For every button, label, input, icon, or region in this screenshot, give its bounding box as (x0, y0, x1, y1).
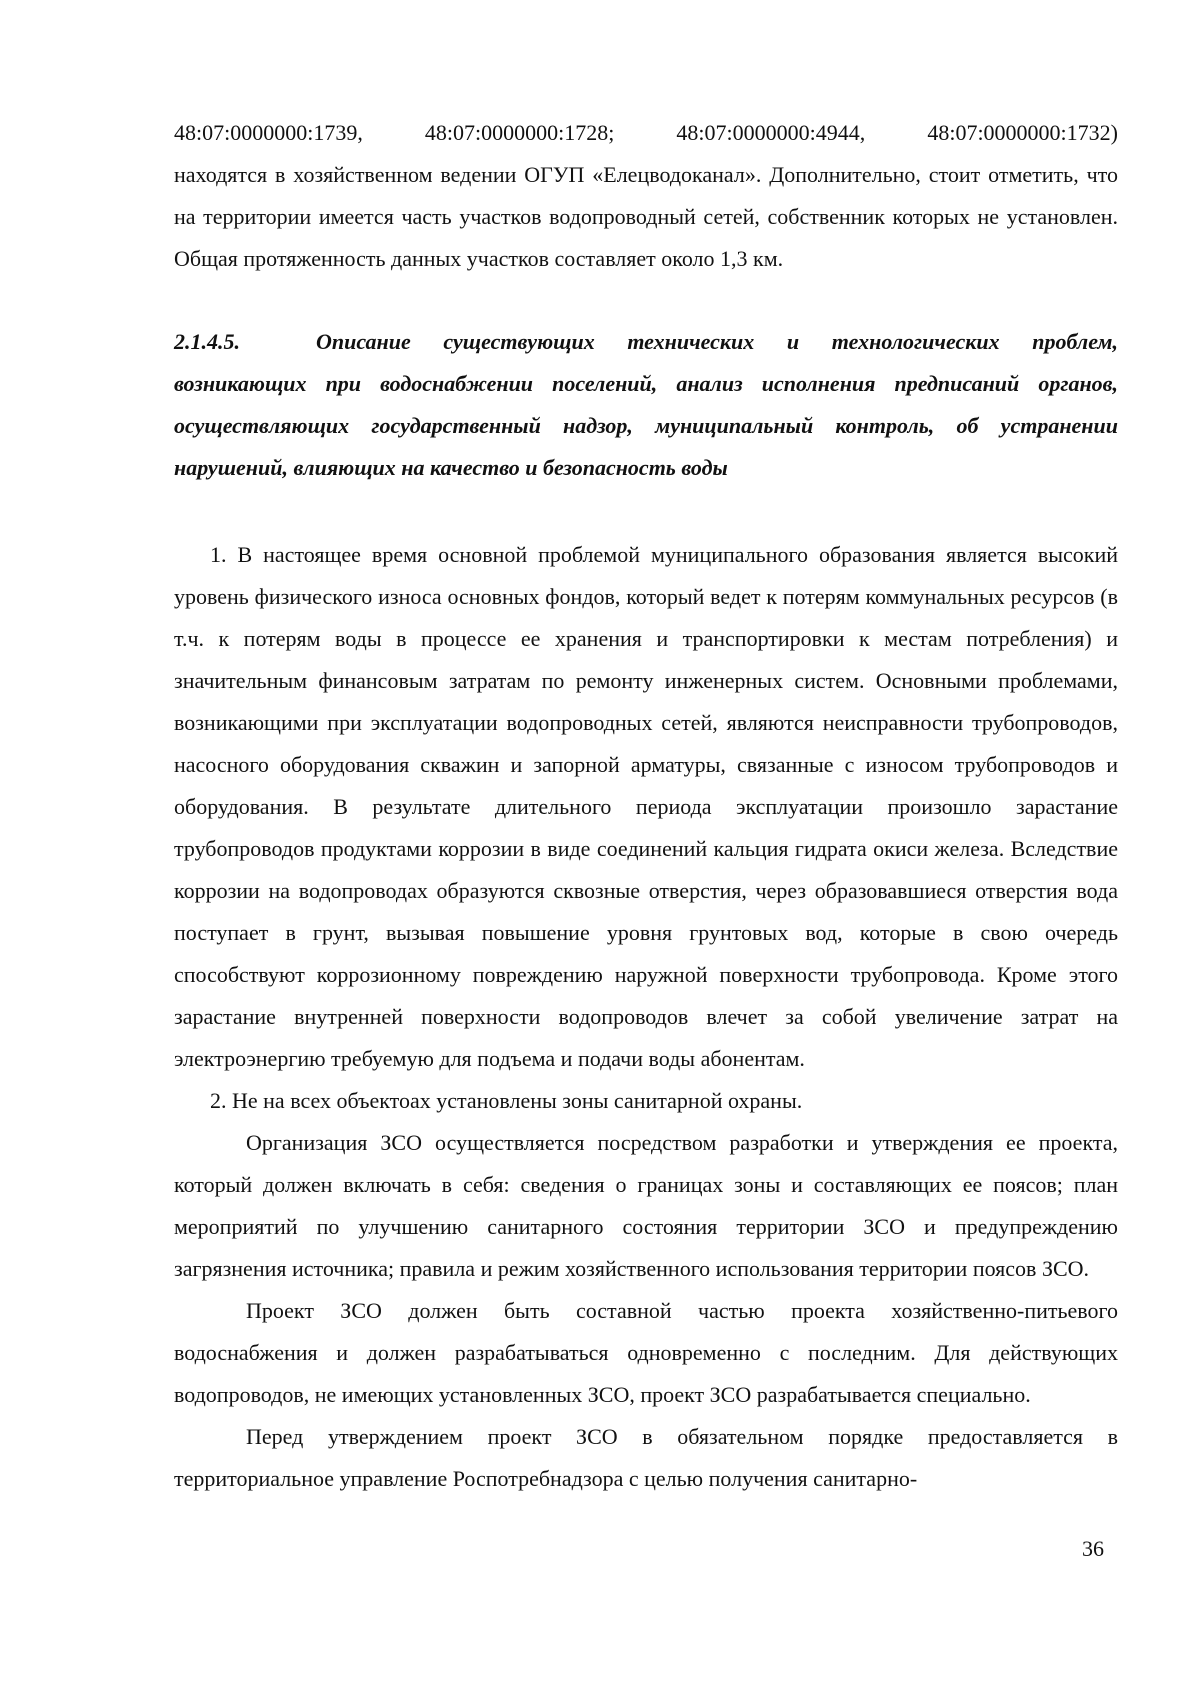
section-heading (174, 321, 1118, 489)
section-title: Описание существующих технических и технологических проблем, возникающих при водоснабжении поселений, анализ исполнения предписаний органов, осуществляющих государственный надзор, муниципальный контроль, об устранении нарушений, влияющих на качество и безопасность воды (174, 329, 1118, 480)
cadastral-number: 48:07:0000000:1728; (424, 120, 615, 145)
top-text-block (174, 112, 1118, 280)
list-item-1: 1. В настоящее время основной проблемой муниципального образования является высокий уровень физического износа основных фондов, который ведет к потерям коммунальных ресурсов (в т.ч. к потерям воды в процессе ее хранения и транспортировки к местам потребления) и значительным финансовым затратам по ремонту инженерных систем. Основными проблемами, возникающими при эксплуатации водопроводных сетей, являются неисправности трубопроводов, насосного оборудования скважин и запорной арматуры, связанные с износом трубопроводов и оборудования. В результате длительного периода эксплуатации произошло зарастание трубопроводов продуктами коррозии в виде соединений кальция гидрата окиси железа. Вследствие коррозии на водопроводах образуются сквозные отверстия, через образовавшиеся отверстия вода поступает в грунт, вызывая повышение уровня грунтовых вод, которые в свою очередь способствуют коррозионному повреждению наружной поверхности трубопровода. Кроме этого зарастание внутренней поверхности водопроводов влечет за собой увеличение затрат на электроэнергию требуемую для подъема и подачи воды абонентам. (174, 542, 1118, 1071)
section-heading-block (174, 321, 1118, 489)
paragraph-zso-project: Проект ЗСО должен быть составной частью проекта хозяйственно-питьевого водоснабжения и должен разрабатываться одновременно с последним. Для действующих водопроводов, не имеющих установленных ЗСО, проект ЗСО разрабатывается специально. (174, 1298, 1118, 1407)
cadastral-number: 48:07:0000000:1732) (927, 120, 1118, 145)
cadastral-number-row (174, 112, 1118, 154)
page-number: 36 (1082, 1536, 1104, 1561)
paragraph-zso-organization: Организация ЗСО осуществляется посредством разработки и утверждения ее проекта, который должен включать в себя: сведения о границах зоны и составляющих ее поясов; план мероприятий по улучшению санитарного состояния территории ЗСО и предупреждению загрязнения источника; правила и режим хозяйственного использования территории поясов ЗСО. (174, 1130, 1118, 1281)
body-text-block (174, 534, 1118, 1500)
list-item-2: 2. Не на всех объектоах установлены зоны санитарной охраны. (210, 1088, 803, 1113)
section-number: 2.1.4.5. (174, 329, 240, 354)
cadastral-number: 48:07:0000000:4944, (676, 120, 866, 145)
paragraph-zso-approval: Перед утверждением проект ЗСО в обязательном порядке предоставляется в территориальное управление Роспотребнадзора с целью получения санитарно- (174, 1424, 1118, 1491)
intro-paragraph: находятся в хозяйственном ведении ОГУП «Елецводоканал». Дополнительно, стоит отметить, что на территории имеется часть участков водопроводный сетей, собственник которых не установлен. Общая протяженность данных участков составляет около 1,3 км. (174, 162, 1118, 271)
cadastral-number: 48:07:0000000:1739, (174, 120, 363, 145)
